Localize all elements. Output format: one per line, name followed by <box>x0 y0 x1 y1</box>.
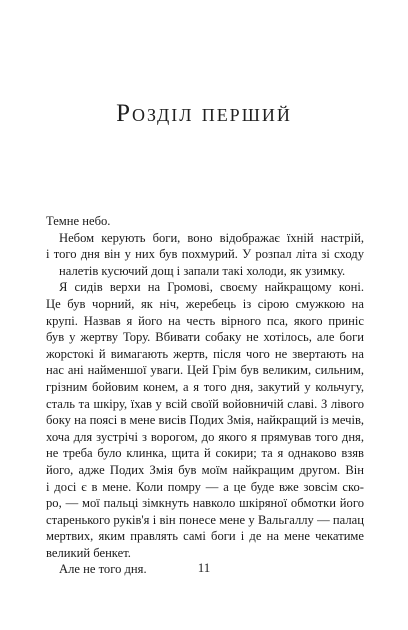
text-line: мертвих, яким правлять самі боги і де на мене чекатиме <box>46 529 364 544</box>
text-line: нас ані найменшої уваги. Цей Грім був великим, сильним, <box>46 363 364 378</box>
text-line: крупі. Назвав я його на честь вірного пса, якого приніс <box>46 313 364 328</box>
text-line: налетів кусючий дощ і запали такі холоди, як узимку. <box>59 263 346 278</box>
text-line: жорстокі й вимагають жертв, після чого не звертають на <box>46 346 364 361</box>
text-line: сталь та шкіру, їхав у всій своїй войовничій славі. З лівого <box>46 396 364 411</box>
page-number: 11 <box>197 560 211 575</box>
text-line: ро, — мої пальці зімкнуть навколо шкіряної обмотки його <box>46 496 364 511</box>
chapter-title: Розділ перший <box>116 100 292 127</box>
text-line: Темне небо. <box>46 214 111 228</box>
text-line: не треба було клинка, щита й сокири; та я однаково взяв <box>46 446 364 461</box>
text-line: і досі є в мене. Коли помру — а це буде вже зовсім ско- <box>46 479 364 494</box>
text-line: Небом керують боги, воно відображає їхній настрій, <box>59 230 364 245</box>
text-line: Я сидів верхи на Громові, своєму найкращому коні. <box>59 280 364 295</box>
text-line: боку на поясі в мене висів Подих Змія, найкращий із мечів, <box>46 413 365 428</box>
chapter-body-text <box>46 213 364 578</box>
text-line: старенького руків'я і він понесе мене у Вальгаллу — палац <box>46 512 364 527</box>
text-line: і того дня він у них був похмурий. У розпал літа зі сходу <box>46 247 364 262</box>
text-line: Але не того дня. <box>59 562 147 577</box>
text-line: грізним бойовим конем, а я того дня, закутий у кольчугу, <box>46 379 364 394</box>
text-line: був у жертву Тору. Вбивати собаку не хотілось, але боги <box>46 330 364 345</box>
text-line: його, адже Подих Змія був моїм найкращим другом. Він <box>46 462 364 477</box>
text-line: Це був чорний, як ніч, жеребець із сірою смужкою на <box>46 296 364 311</box>
text-line: хоча для зустрічі з ворогом, до якого я прямував того дня, <box>46 429 364 444</box>
text-line: великий бенкет. <box>46 545 131 560</box>
